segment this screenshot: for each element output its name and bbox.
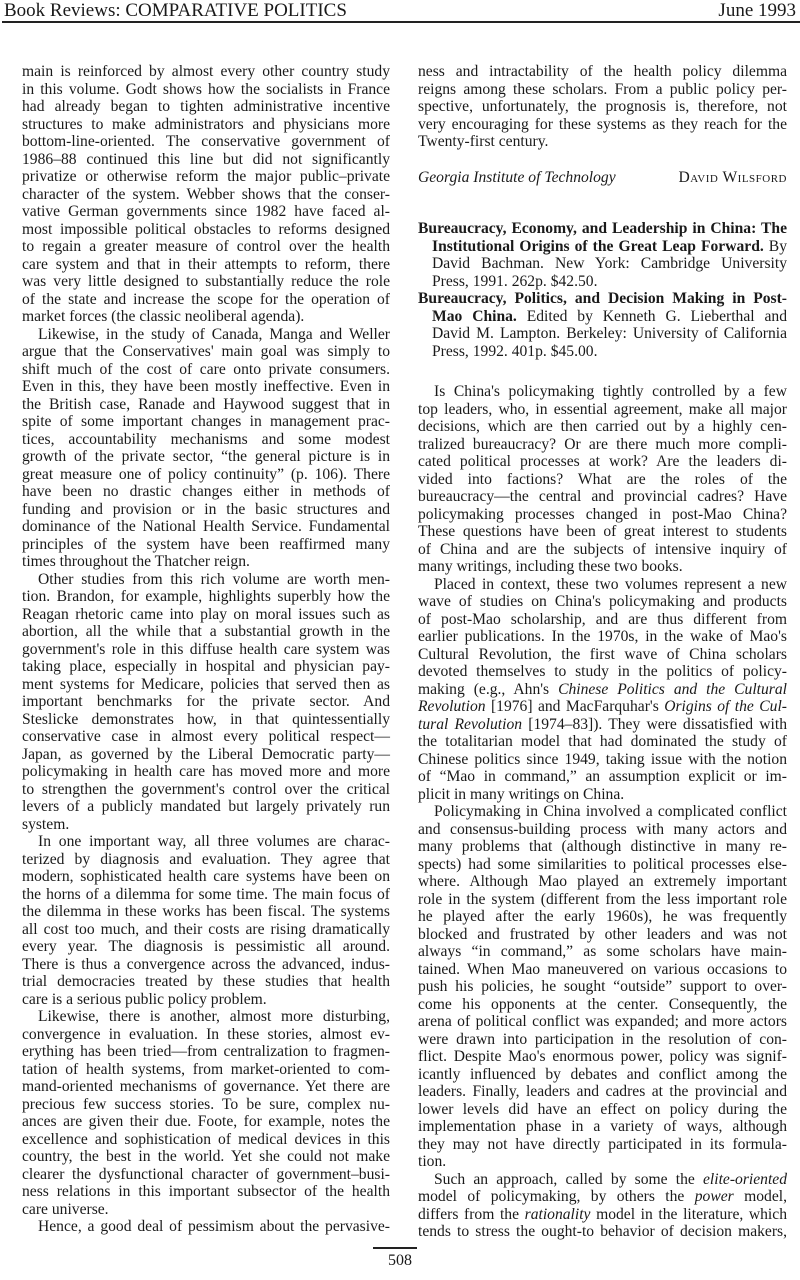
text-line: In one important way, all three volumes are charac- [38,833,390,850]
paragraph [418,63,787,151]
running-header-date: June 1993 [718,0,796,21]
paragraph [22,326,390,571]
paragraph [22,833,390,1008]
text-line [418,325,787,343]
running-header-title: Book Reviews: COMPARATIVE POLITICS [4,0,347,21]
text-line: government's role in this diffuse health care system was [22,640,390,658]
text-line: vided into factions? What are the roles of the [418,470,787,488]
text-line: excellence and sophistication of medical devices in this [22,1130,390,1148]
text-line: of post-Mao scholarship, and are thus different from [418,610,787,628]
text-run: David Bachman. New York: Cambridge University [432,255,787,272]
text-line: where. Although Mao played an extremely important [418,873,787,890]
text-line: of “Mao in command,” an assumption explicit or im- [418,768,787,785]
text-line: in this volume. Godt shows how the socialists in France [22,80,390,98]
text-line [418,238,787,256]
header-rule [2,21,800,23]
page-number: 508 [388,1252,412,1269]
text-run: making (e.g., Ahn's [418,680,559,698]
text-line: taking place, especially in hospital and physician pay- [22,658,390,675]
paragraph [418,1171,787,1241]
review-ending [418,63,787,151]
text-line: spective, unfortunately, the prognosis is, therefore, not [418,98,787,115]
text-line: bottom-line-oriented. The conservative government of [22,133,390,150]
text-line: many problems that (although distinctive in many re- [418,838,787,855]
text-line [418,255,787,273]
text-line: tion. Brandon, for example, highlights superbly how the [22,588,390,605]
text-line: system. [22,815,70,833]
text-line: wave of studies on China's policymaking and products [418,593,787,610]
italic-title: tural Revolution [418,715,523,733]
book-title: Mao China. [432,307,517,325]
text-line [418,308,787,326]
text-line [418,681,787,699]
text-line: Even in this, they have been mostly ineffective. Even in [22,378,390,395]
text-line: the horns of a dilemma for some time. The main focus of [22,885,390,903]
text-line: policymaking in health care has moved more and more [22,763,390,780]
text-line: tends to stress the ought-to behavior of decision makers, [418,1223,787,1240]
text-line: bureaucracy—the central and provincial cadres? Have [418,488,787,505]
text-line: of the state and increase the scope for the operation of [22,290,390,308]
text-line: was very little designed to substantially reduce the role [22,273,390,290]
text-run: differs from the [418,1205,525,1223]
text-line: important benchmarks for the private sector. And [22,693,390,710]
text-line: modern, sophisticated health care systems have been on [22,868,390,885]
text-line: to strengthen the government's control over the critical [22,780,390,798]
text-line [418,290,787,308]
text-run: [1974–83]). They were dissatisfied with [522,715,788,733]
paragraph [22,63,390,326]
text-line: market forces (the classic neoliberal agenda). [22,308,305,325]
text-run: model, [733,1188,787,1205]
left-column [22,63,390,1236]
text-line: every year. The diagnosis is pessimistic all around. [22,938,390,955]
text-line: vative German governments since 1982 have faced al- [22,203,390,220]
text-line: There is thus a convergence across the advanced, indus- [22,955,390,973]
text-line: main is reinforced by almost every other country study [22,63,390,80]
paragraph [22,1218,390,1236]
text-line: Steslicke demonstrates how, in that quintessentially [22,710,390,728]
text-line [418,343,787,361]
text-line: Likewise, there is another, almost more disturbing, [38,1008,390,1025]
italic-title: power [694,1188,734,1205]
text-line: Likewise, in the study of Canada, Manga and Weller [38,325,390,343]
text-line [418,1188,787,1206]
text-line: trial democracies treated by these studies that health [22,973,390,990]
text-line: erything has been tried—from centralization to fragmen- [22,1043,390,1060]
text-line: tion. [418,1153,447,1170]
text-line: convergence in evaluation. In these stories, almost ev- [22,1025,390,1043]
text-line: icantly influenced by debates and conflict among the [418,1065,787,1083]
paragraph [22,571,390,834]
text-line: to regain a greater measure of control over the health [22,238,390,255]
text-line: argue that the Conservatives' main goal was simply to [22,343,390,360]
text-run: [1976] and MacFarquhar's [485,698,665,715]
text-line: Placed in context, these two volumes represent a new [434,575,787,593]
text-line: and consensus-building process with many actors and [418,820,787,838]
text-line: lower levels did have an effect on policy during the [418,1100,787,1118]
text-line: were drawn into participation in the resolution of con- [418,1030,787,1048]
footer-rule [373,1247,417,1249]
text-line: the British case, Ranade and Haywood suggest that in [22,395,390,413]
text-line: flict. Despite Mao's enormous power, policy was signif- [418,1048,787,1065]
text-line: spite of some important changes in management prac- [22,413,390,430]
text-line [418,716,787,734]
text-line: policymaking processes changed in post-Mao China? [418,505,787,523]
text-line: all cost too much, and their costs are rising dramatically [22,920,390,938]
text-line [418,1206,787,1224]
text-line: terized by diagnosis and evaluation. They agree that [22,850,390,868]
text-line: mand-oriented mechanisms of governance. Yet there are [22,1078,390,1095]
text-line: care universe. [22,1200,109,1218]
text-line [418,698,787,716]
text-line: Chinese politics since 1949, taking issue with the notion [418,750,787,768]
book-title: Institutional Origins of the Great Leap Forward. [432,237,764,255]
text-line: ness relations in this important subsector of the health [22,1183,390,1200]
text-line: Reagan rhetoric came into play on moral issues such as [22,605,390,623]
text-line: implementation phase in a variety of ways, although [418,1118,787,1135]
text-line: role in the system (different from the less important role [418,890,787,908]
text-line: the dilemma in these works has been fiscal. The systems [22,903,390,920]
text-line: clearer the dysfunctional character of government–busi- [22,1165,390,1183]
book-citation [418,290,787,360]
text-line: reigns among these scholars. From a public policy per- [418,80,787,98]
text-line: principles of the system have been reaffirmed many [22,535,390,553]
text-line: care system and that in their attempts to reform, there [22,255,390,273]
text-line: great measure one of policy continuity” (p. 106). There [22,465,390,483]
book-title: Bureaucracy, Economy, and Leadership in China: The [418,220,787,237]
text-line: always “in command,” as some scholars have main- [418,943,787,960]
text-run: David M. Lampton. Berkeley: University of California [432,325,787,342]
text-line: tices, accountability mechanisms and some modest [22,430,390,448]
text-line: Hence, a good deal of pessimism about the pervasive- [38,1218,390,1235]
text-run: model of policymaking, by others the [418,1188,695,1205]
text-line: abortion, all the while that a substantial growth in the [22,623,390,640]
text-line: structures to make administrators and physicians more [22,115,390,133]
italic-title: Revolution [418,698,486,715]
text-line: blocked and frustrated by other leaders and was not [418,925,787,943]
text-line: character of the system. Webber shows that the conser- [22,185,390,203]
reviewer-affiliation: Georgia Institute of Technology [418,169,616,186]
reviewed-books [418,220,787,360]
text-line: Other studies from this rich volume are worth men- [38,570,390,588]
text-line: levers of a publicly mandated but largely privately run [22,798,390,815]
text-line: most impossible political obstacles to reforms designed [22,220,390,238]
text-run: Press, 1992. 401p. $45.00. [432,342,598,360]
text-line: very encouraging for these systems as they reach for the [418,115,787,133]
text-run: Such an approach, called by some the [434,1170,703,1188]
text-line: growth of the private sector, “the general picture is in [22,448,390,465]
paragraph [22,1008,390,1218]
text-line: ment systems for Medicare, policies that served then as [22,675,390,693]
text-line: shift much of the cost of care onto private consumers. [22,360,390,378]
text-line: they may not have directly participated in its formula- [418,1135,787,1153]
text-line: funding and provision or in the basic structures and [22,500,390,518]
reviewer-name: David Wilsford [678,169,787,186]
text-run: Edited by Kenneth G. Lieberthal and [516,307,787,325]
text-line: Japan, as governed by the Liberal Democratic party— [22,745,390,763]
text-line: 1986–88 continued this line but did not significantly [22,150,390,168]
text-line: decisions, which are then carried out by a highly cen- [418,418,787,435]
text-line: conservative case in almost every political respect— [22,728,390,745]
book-title: Bureaucracy, Politics, and Decision Making in Post- [418,290,787,307]
text-line: come his opponents at the center. Consequently, the [418,995,787,1013]
reviewer-signature [418,169,787,187]
text-line [418,273,787,291]
text-line: had already began to tighten administrative incentive [22,98,390,115]
text-line: top leaders, who, in essential agreement, make all major [418,400,787,418]
italic-title: rationality [524,1205,591,1223]
text-line: privatize or otherwise reform the major public–private [22,168,390,185]
text-line: times throughout the Thatcher reign. [22,553,250,570]
book-citation [418,220,787,290]
text-line: These questions have been of great interest to students [418,523,787,540]
text-line: Is China's policymaking tightly controlled by a few [434,383,787,400]
text-line: he played after the early 1960s), he was frequently [418,908,787,925]
text-line [418,1171,787,1189]
text-line: plicit in many writings on China. [418,785,625,803]
text-line: earlier publications. In the 1970s, in the wake of Mao's [418,628,787,645]
text-line: push his policies, he sought “outside” support to over- [418,978,787,995]
italic-title: Origins of the Cul- [664,698,787,715]
text-line: devoted themselves to study in the politics of policy- [418,663,787,680]
text-line: Policymaking in China involved a complicated conflict [434,803,787,820]
text-line: precious few success stories. To be sure, complex nu- [22,1095,390,1113]
paragraph [418,383,787,576]
text-line: ness and intractability of the health policy dilemma [418,63,787,80]
text-line: arena of political conflict was expanded; and more actors [418,1013,787,1030]
text-line: many writings, including these two books. [418,558,683,575]
text-line [418,220,787,238]
text-line: the totalitarian model that had dominated the study of [418,733,787,750]
text-line: of China and are the subjects of intensive inquiry of [418,540,787,558]
text-line: care is a serious public policy problem. [22,990,267,1008]
text-line: tralized bureaucracy? Or are there much more compli- [418,435,787,453]
italic-title: Chinese Politics and the Cultural [558,680,787,698]
text-run: model in the literature, which [590,1205,787,1223]
text-line: spects) had some similarities to political processes else- [418,855,787,873]
text-line: tained. When Mao maneuvered on various occasions to [418,960,787,978]
text-line: ances are given their due. Foote, for example, notes the [22,1113,390,1130]
text-line: Cultural Revolution, the first wave of China scholars [418,645,787,663]
text-line: tation of health systems, from market-oriented to com- [22,1060,390,1078]
italic-title: elite-oriented [703,1170,787,1188]
text-run: Press, 1991. 262p. $42.50. [432,272,598,290]
paragraph [418,576,787,804]
text-line: have been no drastic changes either in methods of [22,483,390,500]
text-line: dominance of the National Health Service. Fundamental [22,518,390,535]
text-line: cated political processes at work? Are the leaders di- [418,453,787,470]
text-line: leaders. Finally, leaders and cadres at the provincial and [418,1083,787,1100]
text-run: By [763,237,787,255]
paragraph [418,803,787,1171]
text-line: country, the best in the world. Yet she could not make [22,1148,390,1165]
text-line: Twenty-first century. [418,133,549,150]
review-body [418,383,787,1241]
